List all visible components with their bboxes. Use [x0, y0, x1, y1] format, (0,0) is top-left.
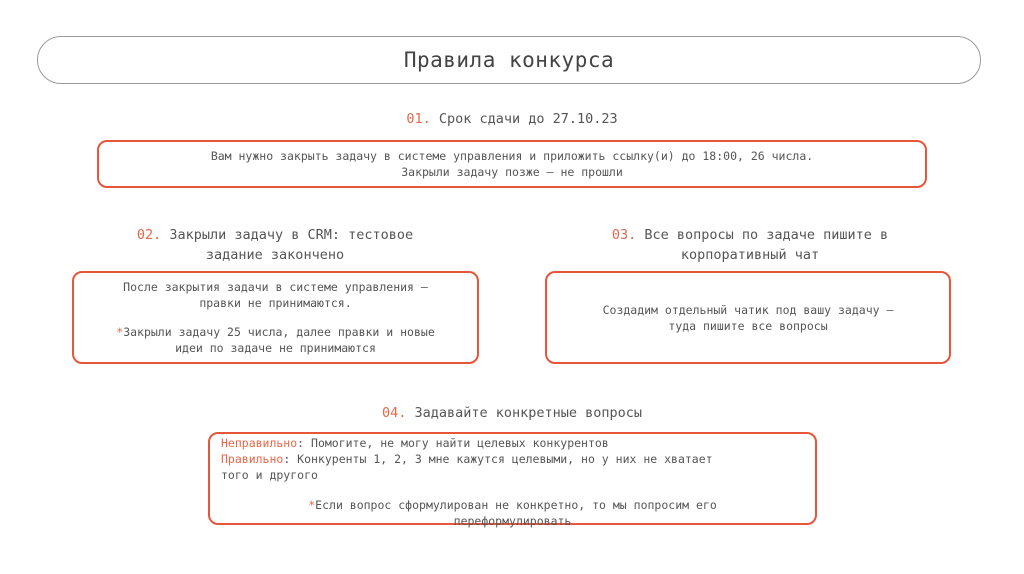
section-04-number: 04. [381, 405, 407, 421]
section-02-title-line-2: задание закончено [205, 247, 345, 263]
section-01-heading [312, 109, 712, 129]
section-01-line-2: Закрыли задачу позже — не прошли [401, 165, 623, 179]
section-04-heading [312, 403, 712, 423]
right-example-line-2: того и другого [221, 468, 318, 482]
section-03-title-line-2: корпоративный чат [680, 247, 820, 263]
section-04-title: Задавайте конкретные вопросы [414, 405, 643, 421]
section-02-title-line-1: Закрыли задачу в CRM: тестовое [169, 227, 414, 243]
section-01-title: Срок сдачи до 27.10.23 [438, 111, 618, 127]
section-02-text-line-2: правки не принимаются. [199, 296, 352, 310]
wrong-label: Неправильно [221, 436, 298, 450]
section-02-note-line-1: Закрыли задачу 25 числа, далее правки и новые [123, 325, 435, 339]
section-03-heading [550, 225, 950, 265]
section-04-note-line-1: Если вопрос сформулирован не конкретно, то мы попросим его [315, 498, 717, 512]
section-01-box [97, 140, 927, 188]
section-04-box [208, 432, 817, 528]
section-03-number: 03. [611, 227, 637, 243]
section-02-heading [75, 225, 475, 265]
right-example-line-1: : Конкуренты 1, 2, 3 мне кажутся целевыми, но у них не хватает [283, 452, 713, 466]
section-03-text-line-1: Создадим отдельный чатик под вашу задачу — [602, 302, 894, 317]
section-04-note-line-2: переформулировать [453, 514, 572, 528]
section-02-box [72, 271, 479, 364]
right-label: Правильно [221, 452, 284, 466]
page-title-box [37, 36, 981, 84]
section-01-number: 01. [406, 111, 431, 127]
section-02-note-line-2: идеи по задаче не принимаются [175, 341, 376, 355]
section-02-number: 02. [136, 227, 162, 243]
section-01-line-1: Вам нужно закрыть задачу в системе управления и приложить ссылку(и) до 18:00, 26 числа. [210, 149, 814, 163]
section-04-note-star: * [308, 498, 316, 512]
page-title: Правила конкурса [403, 48, 615, 72]
section-03-text-line-2: туда пишите все вопросы [668, 318, 828, 333]
section-02-note-star: * [116, 325, 124, 339]
wrong-example: : Помогите, не могу найти целевых конкурентов [297, 436, 609, 450]
section-03-title-line-1: Все вопросы по задаче пишите в [644, 227, 889, 243]
section-03-box [545, 271, 951, 364]
section-02-text-line-1: После закрытия задачи в системе управления – [123, 280, 428, 294]
